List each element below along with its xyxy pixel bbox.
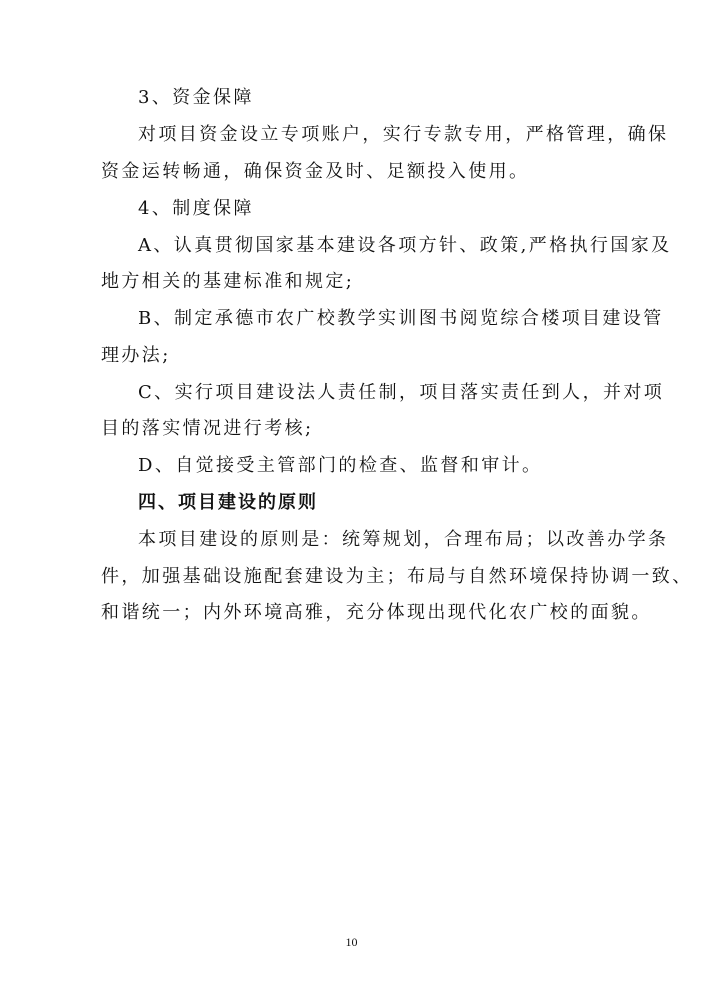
- list-item-b: B、制定承德市农广校教学实训图书阅览综合楼项目建设管: [138, 308, 664, 329]
- paragraph-line: 资金运转畅通，确保资金及时、足额投入使用。: [101, 161, 530, 182]
- list-item-c: C、实行项目建设法人责任制，项目落实责任到人，并对项: [138, 382, 665, 403]
- paragraph-line: 对项目资金设立专项账户，实行专款专用，严格管理，确保: [138, 124, 669, 145]
- list-item-c-continued: 目的落实情况进行考核;: [101, 418, 314, 439]
- paragraph-line: 和谐统一；内外环境高雅，充分体现出现代化农广校的面貌。: [101, 602, 652, 623]
- paragraph-line: 本项目建设的原则是：统筹规划，合理布局；以改善办学条: [138, 529, 669, 550]
- paragraph-line: 件，加强基础设施配套建设为主；布局与自然环境保持协调一致、: [101, 566, 693, 587]
- list-item-a-continued: 地方相关的基建标准和规定;: [101, 271, 355, 292]
- list-item-b-continued: 理办法;: [101, 345, 171, 366]
- list-item-d: D、自觉接受主管部门的检查、监督和审计。: [138, 455, 543, 476]
- list-item-a: A、认真贯彻国家基本建设各项方针、政策,严格执行国家及: [138, 235, 672, 256]
- subheading-system-guarantee: 4、制度保障: [138, 198, 254, 219]
- page-number: 10: [345, 935, 358, 949]
- subheading-funding-guarantee: 3、资金保障: [138, 87, 254, 108]
- section-heading: 四、项目建设的原则: [138, 492, 318, 513]
